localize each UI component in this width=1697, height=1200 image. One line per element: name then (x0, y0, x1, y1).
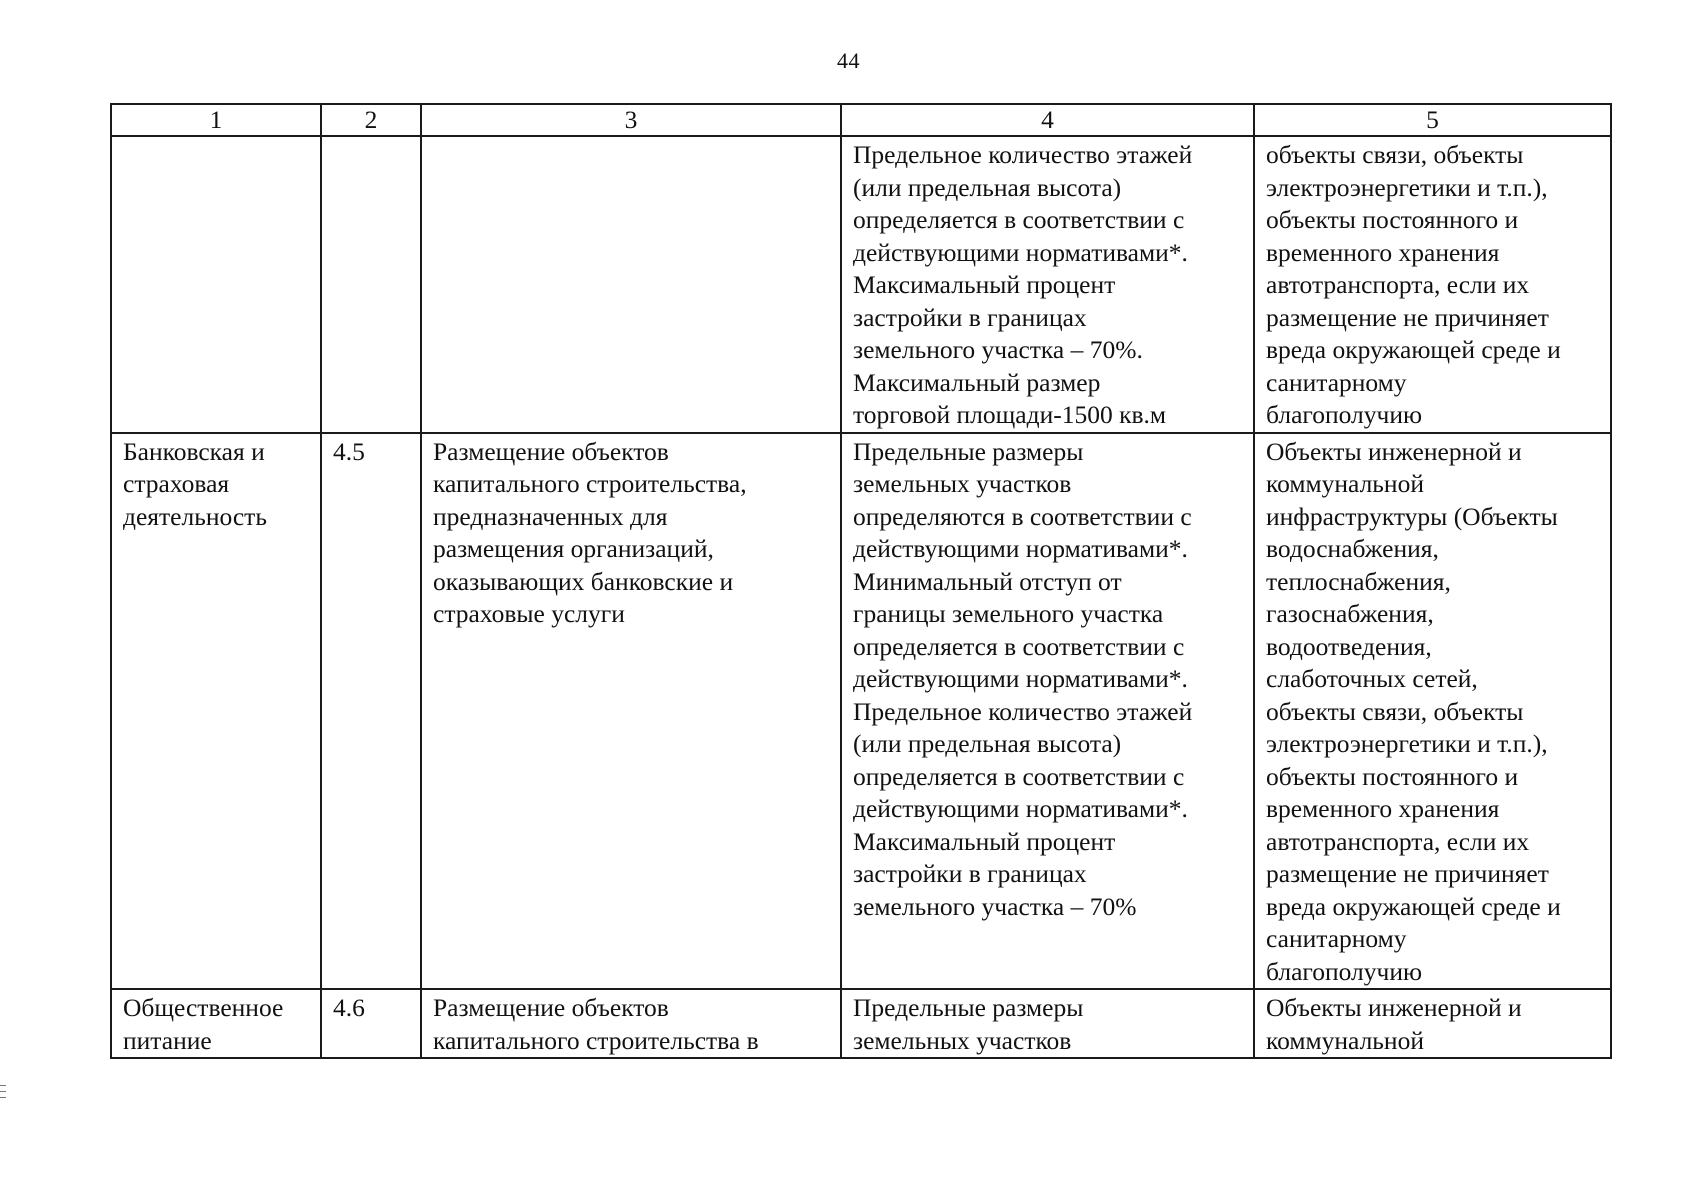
auxiliary-uses-cell: объекты связи, объекты электроэнергетики и т.п.), объекты постоянного и временного хранения автотранспорта, если их размещение не причиняет вреда окружающей среде и санитарному благополучию (1254, 136, 1611, 433)
land-use-description-cell (421, 136, 841, 433)
column-header: 5 (1254, 104, 1611, 136)
page-number: 44 (837, 48, 860, 73)
table-header-row (111, 104, 1611, 136)
column-header: 1 (111, 104, 321, 136)
land-use-description-cell: Размещение объектов капитального строительства, предназначенных для размещения организаций, оказывающих банковские и страховые услуги (421, 433, 841, 990)
scan-edge-mark (0, 1085, 6, 1086)
land-use-code-cell: 4.5 (321, 433, 421, 990)
scan-edge-mark (0, 1091, 6, 1092)
land-use-code-cell: 4.6 (321, 989, 421, 1058)
building-parameters-cell: Предельное количество этажей (или предельная высота) определяется в соответствии с действующими нормативами*. Максимальный процент застройки в границах земельного участка – 70%. Максимальный размер торговой площади-1500 кв.м (841, 136, 1254, 433)
table-row (111, 136, 1611, 433)
land-use-regulations-table (110, 103, 1612, 1059)
building-parameters-cell: Предельные размеры земельных участков (841, 989, 1254, 1058)
land-use-code-cell (321, 136, 421, 433)
table-row (111, 433, 1611, 990)
column-header: 3 (421, 104, 841, 136)
column-header: 4 (841, 104, 1254, 136)
column-header: 2 (321, 104, 421, 136)
scan-edge-mark (0, 1097, 6, 1098)
land-use-description-cell: Размещение объектов капитального строительства в (421, 989, 841, 1058)
table-row (111, 989, 1611, 1058)
auxiliary-uses-cell: Объекты инженерной и коммунальной инфраструктуры (Объекты водоснабжения, теплоснабжения, газоснабжения, водоотведения, слаботочных сетей, объекты связи, объекты электроэнергетики и т.п.), объекты постоянного и временного хранения автотранспорта, если их размещение не причиняет вреда окружающей среде и санитарному благополучию (1254, 433, 1611, 990)
land-use-name-cell: Банковская и страховая деятельность (111, 433, 321, 990)
building-parameters-cell: Предельные размеры земельных участков определяются в соответствии с действующими нормативами*. Минимальный отступ от границы земельного участка определяется в соответствии с действующими нормативами*. Предельное количество этажей (или предельная высота) определяется в соответствии с действующими нормативами*. Максимальный процент застройки в границах земельного участка – 70% (841, 433, 1254, 990)
land-use-name-cell (111, 136, 321, 433)
auxiliary-uses-cell: Объекты инженерной и коммунальной (1254, 989, 1611, 1058)
land-use-name-cell: Общественное питание (111, 989, 321, 1058)
